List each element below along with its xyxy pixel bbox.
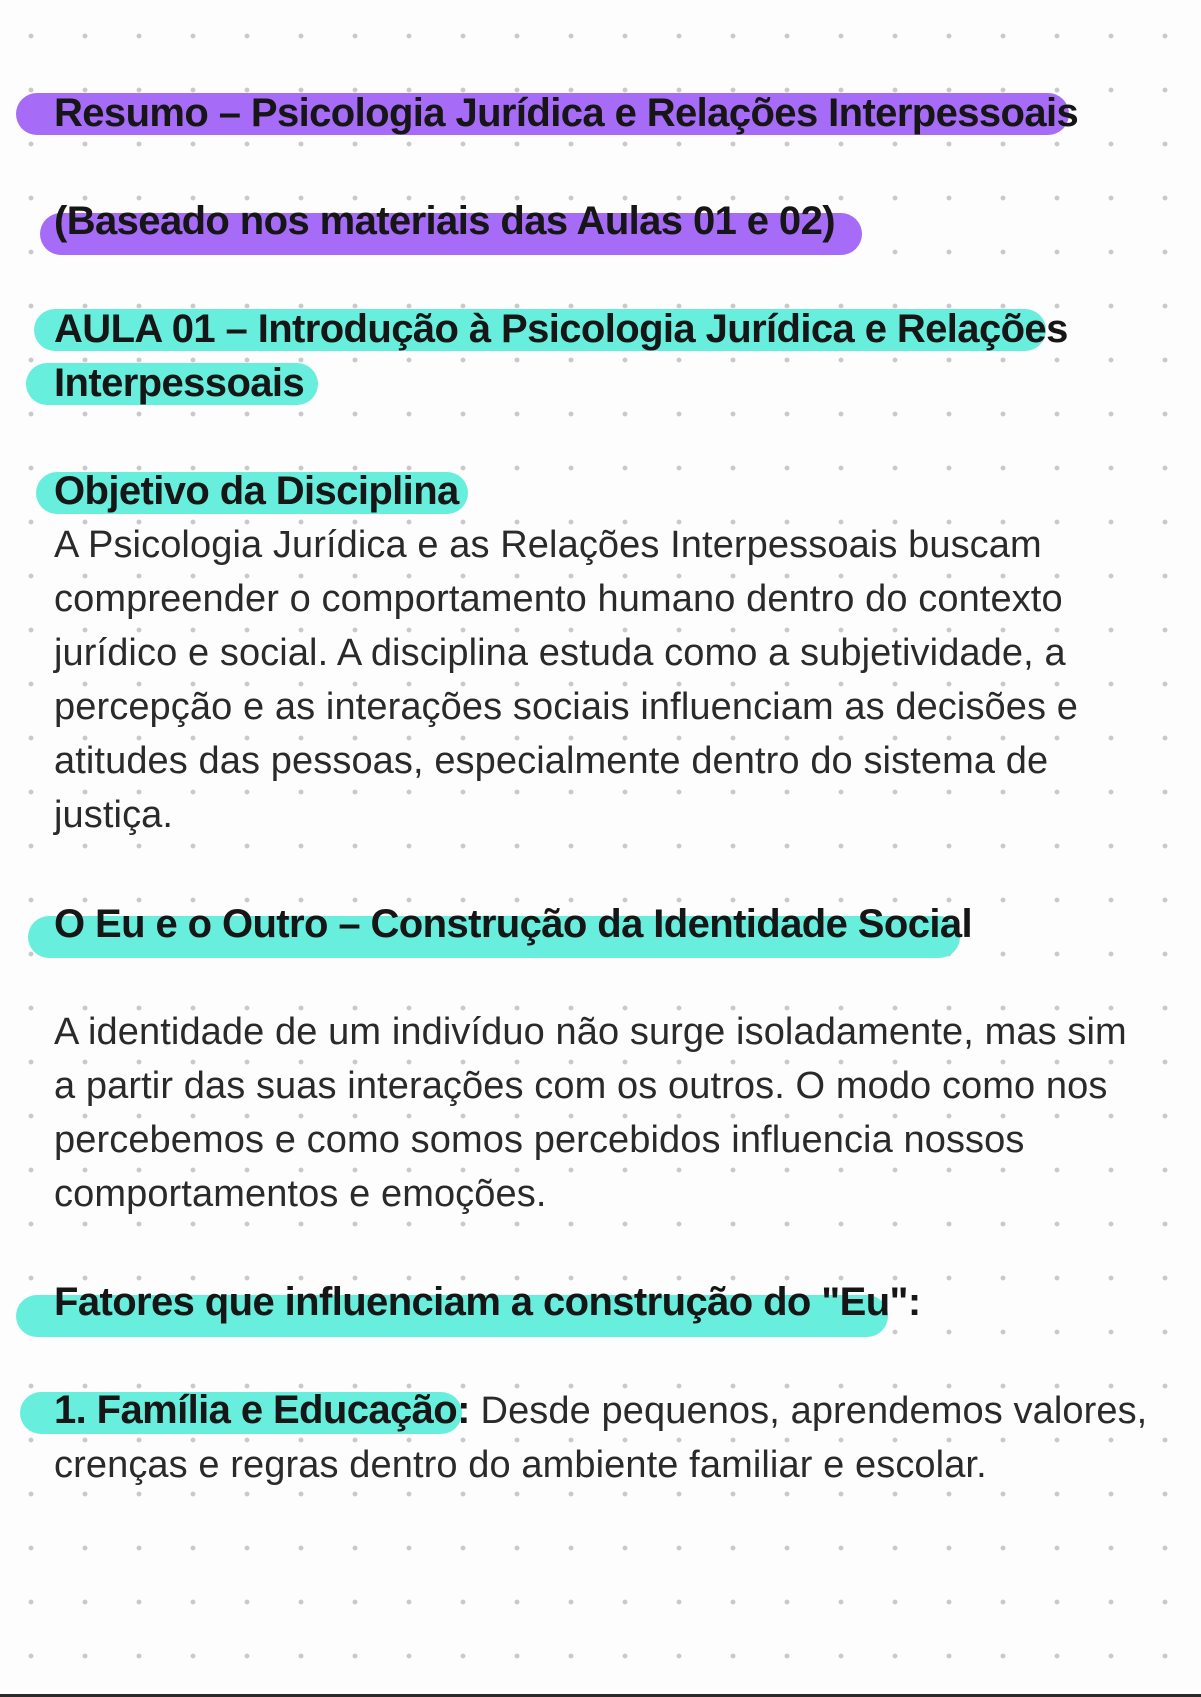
familia-lead: 1. Família e Educação: <box>54 1388 470 1432</box>
objetivo-body: A Psicologia Jurídica e as Relações Interpessoais buscam compreender o comportamento humano dentro do contexto jurídico e social. A disciplina estuda como a subjetividade, a percepção e as interações sociais influenciam as decisões e atitudes das pessoas, especialmente dentro do sistema de justiça. <box>54 524 1079 836</box>
eu-outro-body: A identidade de um indivíduo não surge isoladamente, mas sim a partir das suas interações com os outros. O modo como nos percebemos e como somos percebidos influencia nossos comportamentos e emoções. <box>54 1011 1127 1215</box>
eu-outro-heading: O Eu e o Outro – Construção da Identidade Social <box>54 902 973 946</box>
document-subtitle: (Baseado nos materiais das Aulas 01 e 02) <box>54 199 835 243</box>
objetivo-heading: Objetivo da Disciplina <box>54 469 459 513</box>
fatores-heading: Fatores que influenciam a construção do "Eu": <box>54 1280 921 1324</box>
document-title: Resumo – Psicologia Jurídica e Relações Interpessoais <box>54 91 1079 135</box>
list-item-familia <box>54 1383 1154 1492</box>
aula-heading-line1: AULA 01 – Introdução à Psicologia Jurídica e Relações <box>54 307 1068 351</box>
aula-heading-line2: Interpessoais <box>54 361 305 405</box>
familia-text: Desde pequenos, aprendemos valores, crenças e regras dentro do ambiente familiar e escolar. <box>54 1390 1148 1486</box>
